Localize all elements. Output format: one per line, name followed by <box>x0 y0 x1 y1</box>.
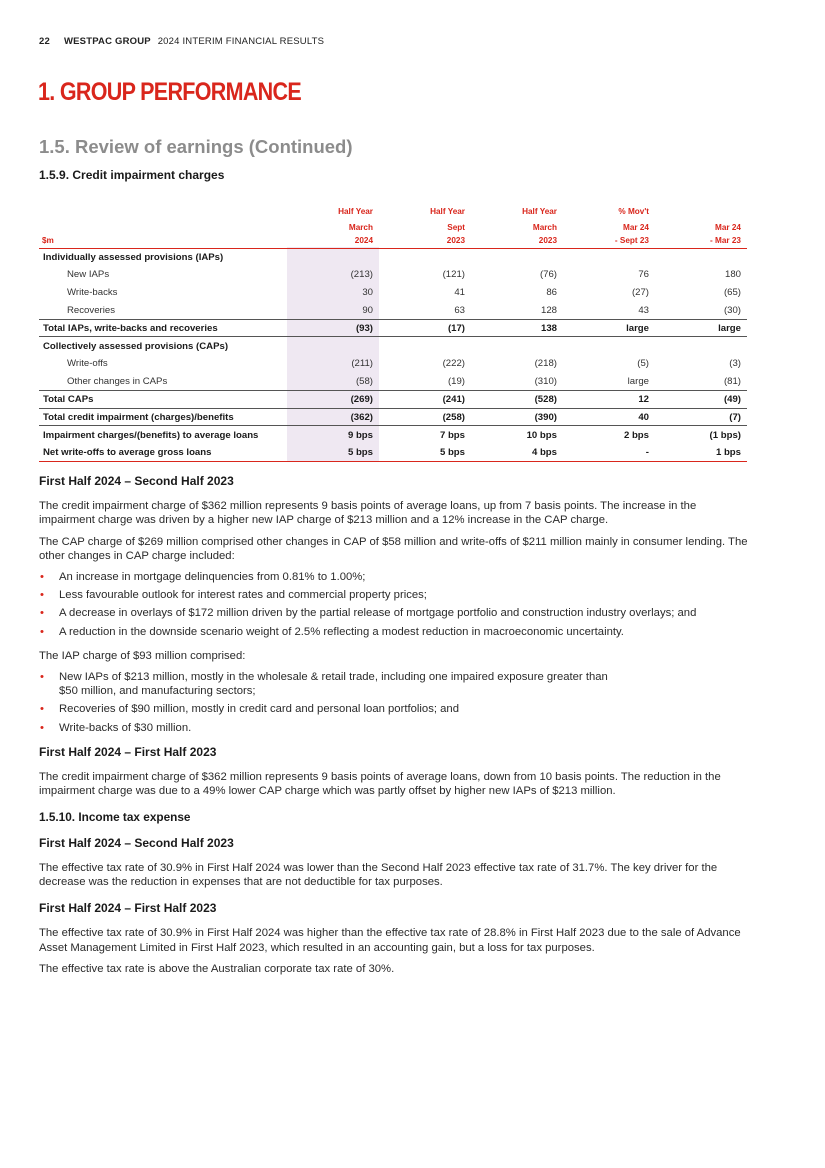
table-cell: (5) <box>637 358 649 370</box>
commentary-heading: First Half 2024 – First Half 2023 <box>39 744 217 759</box>
bullet-item: • Write-backs of $30 million. <box>39 721 749 735</box>
table-cell: 2 bps <box>623 429 649 441</box>
table-cell: (211) <box>351 358 373 370</box>
bullet-item: • Less favourable outlook for interest rates and commercial property prices; <box>39 588 749 602</box>
table-cell <box>655 248 747 266</box>
table-cell: (17) <box>379 319 471 337</box>
header-cell: Sept <box>447 223 465 232</box>
header-cell: Mar 24 <box>623 223 649 232</box>
header-cell <box>39 200 287 216</box>
row-label: Total credit impairment (charges)/benefits <box>39 408 287 426</box>
table-cell: (3) <box>729 358 741 370</box>
table-cell: 5 bps <box>287 444 379 462</box>
table-header-row <box>39 216 747 232</box>
table-row <box>39 426 747 444</box>
header-cell <box>655 200 747 216</box>
row-label: Individually assessed provisions (IAPs) <box>43 251 224 263</box>
table-cell: (30) <box>655 301 747 319</box>
table-cell: (528) <box>471 390 563 408</box>
table-cell: 40 <box>563 408 655 426</box>
table-cell: (49) <box>655 390 747 408</box>
table-cell: 90 <box>287 301 379 319</box>
header-cell: 2024 <box>287 232 379 248</box>
row-label: Other changes in CAPs <box>39 373 287 391</box>
header-cell: $m <box>39 232 287 248</box>
header-cell <box>39 216 287 232</box>
table-cell <box>379 248 471 266</box>
table-title: 1.5.9. Credit impairment charges <box>39 168 225 182</box>
table-row <box>39 355 747 373</box>
bullet-item: • An increase in mortgage delinquencies from 0.81% to 1.00%; <box>39 570 749 584</box>
table-cell: (121) <box>442 269 465 281</box>
table-cell: 180 <box>724 269 741 281</box>
table-cell: large <box>655 319 747 337</box>
table-row-total <box>39 408 747 426</box>
row-label: Write-backs <box>67 286 118 298</box>
table-cell <box>655 337 747 355</box>
commentary-heading: First Half 2024 – Second Half 2023 <box>39 835 234 850</box>
header-cell: Half Year <box>430 207 465 216</box>
bullet-list <box>39 570 749 639</box>
row-label: Total IAPs, write-backs and recoveries <box>39 319 287 337</box>
header-cell: March <box>532 223 557 232</box>
paragraph: The credit impairment charge of $362 million represents 9 basis points of average loans, up from 7 basis points. The increase in the impairment charge was driven by a higher new IAP charge of $213 million and a 12% increase in the CAP charge. <box>39 500 697 527</box>
section-heading-income-tax: 1.5.10. Income tax expense <box>39 810 191 825</box>
section-title: 1. GROUP PERFORMANCE <box>38 78 301 106</box>
table-cell: (76) <box>539 269 557 281</box>
table-cell: (269) <box>287 390 379 408</box>
table-cell: - <box>563 444 655 462</box>
report-name: 2024 INTERIM FINANCIAL RESULTS <box>157 36 325 47</box>
header-cell: 2023 <box>471 232 563 248</box>
table-cell: 76 <box>638 269 649 281</box>
table-cell <box>563 248 655 266</box>
page-number: 22 <box>39 36 50 47</box>
bullet-item: • Recoveries of $90 million, mostly in credit card and personal loan portfolios; and <box>39 702 749 716</box>
bullet-line: • New IAPs of $213 million, mostly in the wholesale & retail trade, including one impaired exposure greater than <box>59 671 608 684</box>
table-cell <box>379 337 471 355</box>
table-row <box>39 284 747 302</box>
table-cell <box>287 248 379 266</box>
table-row <box>39 301 747 319</box>
header-cell: 2023 <box>379 232 471 248</box>
row-label: Net write-offs to average gross loans <box>39 444 287 462</box>
table-cell: large <box>563 319 655 337</box>
table-cell: (19) <box>379 373 471 391</box>
table-cell: 86 <box>546 286 557 298</box>
table-cell: (241) <box>379 390 471 408</box>
table-cell: (258) <box>379 408 471 426</box>
header-cell: - Mar 23 <box>655 232 747 248</box>
bullet-line: $50 million, and manufacturing sectors; <box>59 685 256 698</box>
paragraph: The IAP charge of $93 million comprised: <box>39 649 246 662</box>
commentary-heading: First Half 2024 – First Half 2023 <box>39 901 217 916</box>
table-cell: 63 <box>379 301 471 319</box>
table-cell: (222) <box>442 358 465 370</box>
table-row-total <box>39 390 747 408</box>
row-label: Write-offs <box>67 358 108 370</box>
table-row <box>39 248 747 266</box>
table-cell: 9 bps <box>347 429 373 441</box>
row-label: Impairment charges/(benefits) to average loans <box>43 429 259 441</box>
header-cell: Half Year <box>522 207 557 216</box>
table-cell <box>287 337 379 355</box>
row-label: Total CAPs <box>39 390 287 408</box>
table-cell: (213) <box>350 269 373 281</box>
table-header-row <box>39 200 747 216</box>
table-cell: 10 bps <box>526 429 557 441</box>
table-cell: large <box>563 373 655 391</box>
paragraph: The credit impairment charge of $362 million represents 9 basis points of average loans, down from 10 basis points. The reduction in the impairment charge was due to a 49% lower CAP charge which was partly offset by higher new IAPs of $213 million. <box>39 771 721 798</box>
table-cell <box>471 248 563 266</box>
table-cell: 5 bps <box>379 444 471 462</box>
paragraph: The effective tax rate of 30.9% in First Half 2024 was lower than the Second Half 2023 effective tax rate of 31.7%. The key driver for the decrease was the reduction in expenses that are not deductible for tax purposes. <box>39 861 718 889</box>
table-cell: 30 <box>362 286 373 298</box>
header-cell: Mar 24 <box>715 223 741 232</box>
table-cell: (390) <box>471 408 563 426</box>
table-cell: 4 bps <box>471 444 563 462</box>
table-cell: (1 bps) <box>709 429 741 441</box>
credit-impairment-table-wrapper <box>39 200 747 462</box>
table-row <box>39 444 747 462</box>
company-name: WESTPAC GROUP <box>63 36 151 47</box>
table-cell: 12 <box>563 390 655 408</box>
paragraph: The effective tax rate is above the Australian corporate tax rate of 30%. <box>39 962 395 975</box>
table-cell: 138 <box>471 319 563 337</box>
paragraph: The CAP charge of $269 million comprised other changes in CAP of $58 million and write-offs of $211 million mainly in consumer lending. The other changes in CAP charge included: <box>39 535 748 562</box>
commentary-body <box>39 474 749 983</box>
table-cell: (65) <box>723 286 741 298</box>
row-label: Collectively assessed provisions (CAPs) <box>43 340 229 352</box>
table-cell: (310) <box>471 373 563 391</box>
table-cell: 41 <box>454 286 465 298</box>
table-cell <box>563 337 655 355</box>
commentary-heading: First Half 2024 – Second Half 2023 <box>39 474 234 488</box>
header-cell: March <box>348 223 373 232</box>
table-cell: (7) <box>655 408 747 426</box>
table-row <box>39 337 747 355</box>
row-label: Recoveries <box>39 301 287 319</box>
running-header <box>39 36 324 47</box>
table-row-total <box>39 319 747 337</box>
table-cell: 1 bps <box>655 444 747 462</box>
table-header-row <box>39 232 747 248</box>
credit-impairment-table <box>39 200 747 462</box>
table-cell: (27) <box>631 286 649 298</box>
table-cell: 128 <box>471 301 563 319</box>
table-cell: (81) <box>655 373 747 391</box>
table-row <box>39 266 747 284</box>
table-cell <box>471 337 563 355</box>
table-cell: (218) <box>534 358 557 370</box>
header-cell: % Mov't <box>618 207 649 216</box>
bullet-item: • A decrease in overlays of $172 million driven by the partial release of mortgage portfolio and construction industry overlays; and <box>39 606 749 620</box>
bullet-item <box>39 670 749 698</box>
bullet-list <box>39 670 749 735</box>
table-cell: (362) <box>287 408 379 426</box>
row-label: New IAPs <box>67 269 110 281</box>
table-cell: (93) <box>287 319 379 337</box>
table-cell: (58) <box>287 373 379 391</box>
header-cell: - Sept 23 <box>563 232 655 248</box>
table-cell: 43 <box>563 301 655 319</box>
header-cell: Half Year <box>338 207 373 216</box>
paragraph: The effective tax rate of 30.9% in First Half 2024 was higher than the effective tax rate of 28.8% in First Half 2023 due to the sale of Advance Asset Management Limited in First Half 2023, which resulted in an accounting gain, but a loss for tax purposes. <box>39 927 741 954</box>
bullet-item: • A reduction in the downside scenario weight of 2.5% reflecting a modest reduction in macroeconomic uncertainty. <box>39 625 749 639</box>
table-row <box>39 373 747 391</box>
subsection-title: 1.5. Review of earnings (Continued) <box>39 136 353 157</box>
table-cell: 7 bps <box>439 429 465 441</box>
